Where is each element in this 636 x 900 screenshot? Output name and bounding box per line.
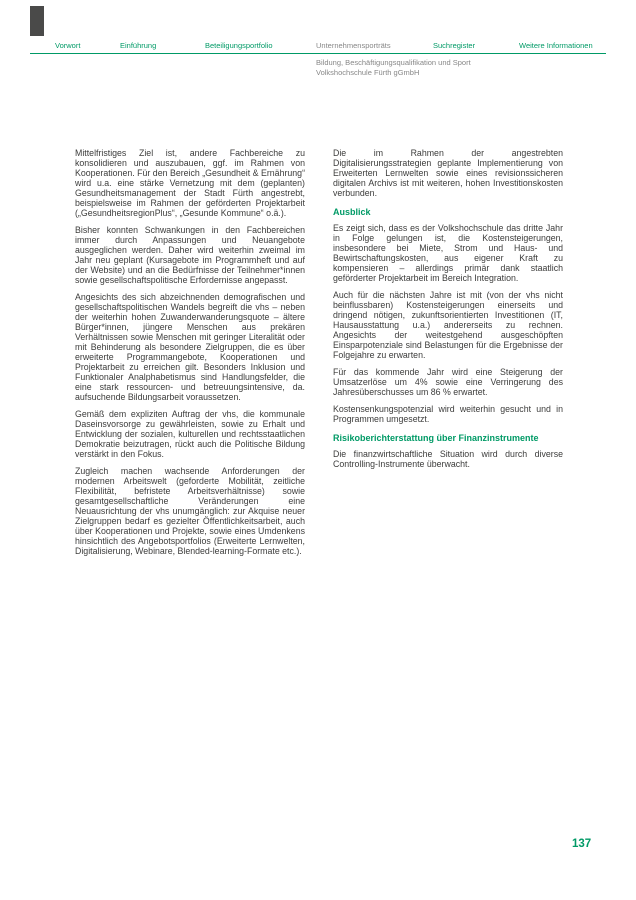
page-number: 137 — [572, 838, 592, 850]
breadcrumb-category: Bildung, Beschäftigungsqualifikation und Sport — [316, 58, 471, 67]
nav-item-vorwort[interactable]: Vorwort — [55, 41, 81, 50]
paragraph: Kostensenkungspotenzial wird weiterhin gesucht und in Programmen umgesetzt. — [333, 404, 563, 424]
paragraph: Zugleich machen wachsende Anforderungen der modernen Arbeitswelt (geforderte Mobilität, zeitliche Flexibilität, befristete Arbeitsverhältnisse) sowie gesamtgesellschaftliche Veränderungen eine Neuausrichtung der vhs unumgänglich: zur Akquise neuer Zielgruppen bedarf es gezielter Öffentlichkeitsarbeit, auch über Kooperationen und Projekte, sowie eines Umdenkens hinsichtlich des Angebotsportfolios (Erweiterte Lernwelten, Digitalisierung, Webinare, Blended-learning-Formate etc.). — [75, 466, 305, 556]
section-heading-ausblick: Ausblick — [333, 207, 371, 217]
paragraph: Gemäß dem expliziten Auftrag der vhs, die kommunale Daseinsvorsorge zu gewährleisten, sowie zu Erhalt und Entwicklung der sozialen, kulturellen und rechtsstaatlichen Demokratie beizutragen, rückt auch die Politische Bildung verstärkt in den Fokus. — [75, 409, 305, 459]
paragraph: Für das kommende Jahr wird eine Steigerung der Umsatzerlöse um 4% sowie eine Verringerung des Jahresüberschusses um 86 % erwartet. — [333, 367, 563, 397]
paragraph: Die finanzwirtschaftliche Situation wird durch diverse Controlling-Instrumente überwacht. — [333, 449, 563, 469]
page-corner-mark — [30, 6, 44, 36]
nav-item-einfuehrung[interactable]: Einführung — [120, 41, 157, 50]
right-column — [333, 148, 563, 563]
paragraph: Bisher konnten Schwankungen in den Fachbereichen immer durch Anpassungen und Neuangebote ausgeglichen werden. Daher wird weiterhin zweimal im Jahr neu geplant (Kursagebote im Programmheft und auf der Website) und an die Bedürfnisse der Teilnehmer*innen sowie gesellschaftspolitische Erfordernisse angepasst. — [75, 225, 305, 285]
paragraph: Auch für die nächsten Jahre ist mit (von der vhs nicht beinflussbaren) Kostensteigerungen einerseits und dringend nötigen, zukunftsorientierten Investitionen (IT, Hausausstattung u.a.) andererseits zu rechnen. Angesichts der weitestgehend ausgeschöpften Einsparpotenziale sind Belastungen für die Ergebnisse der Folgejahre zu erwarten. — [333, 290, 563, 360]
nav-item-beteiligungsportfolio[interactable]: Beteiligungsportfolio — [205, 41, 273, 50]
breadcrumb — [316, 58, 471, 78]
left-column — [75, 148, 305, 563]
paragraph: Mittelfristiges Ziel ist, andere Fachbereiche zu konsolidieren und auszubauen, ggf. im Rahmen von Kooperationen. Für den Bereich „Gesundheit & Ernährung“ wird u.a. eine stärke Vernetzung mit dem (geplanten) Gesundheitsmanagement der Stadt Fürth angestrebt, beispielsweise im Rahmen der geförderten Projektarbeit („GesundheitsregionPlus“, „Gesunde Kommune“ o.ä.). — [75, 148, 305, 218]
nav-divider — [30, 53, 606, 54]
paragraph: Es zeigt sich, dass es der Volkshochschule das dritte Jahr in Folge gelungen ist, die Kostensteigerungen, insbesondere bei Miete, Strom und Haus- und Bewirtschaftungskosten, aus eigener Kraft zu kompensieren – allerdings primär dank staatlich geförderter Projektarbeit im Bereich Integration. — [333, 223, 563, 283]
top-navigation — [0, 41, 636, 51]
section-heading-risikoberichterstattung: Risikoberichterstattung über Finanzinstrumente — [333, 433, 539, 443]
body-columns — [75, 148, 563, 563]
paragraph: Angesichts des sich abzeichnenden demografischen und gesellschaftspolitischen Wandels begreift die vhs – neben der weiterhin hohen Zuwanderwanderungsquote – ältere Bürger*innen, jüngere Menschen aus prekären Verhältnissen sowie Menschen mit geringer Literalität oder mit Behinderung als besondere Zielgruppen, die es über erweiterte Programmangebote, Kooperationen und Projektarbeit zu erreichen gilt. Besonders Inklusion und Funktionaler Analphabetismus sind Handlungsfelder, die eine stark ressourcen- und betreuungsintensive, da. aufsuchende Bildungsarbeit voraussetzen. — [75, 292, 305, 402]
nav-item-weitere-informationen[interactable]: Weitere Informationen — [519, 41, 593, 50]
paragraph: Die im Rahmen der angestrebten Digitalisierungsstrategien geplante Implementierung von Erweiterten Lernwelten sowie eines revisionssicheren digitalen Archivs ist mit weiteren, hohen Investitionskosten verbunden. — [333, 148, 563, 198]
breadcrumb-company: Volkshochschule Fürth gGmbH — [316, 68, 420, 77]
nav-item-suchregister[interactable]: Suchregister — [433, 41, 476, 50]
nav-item-unternehmensportraets[interactable]: Unternehmensporträts — [316, 41, 391, 50]
